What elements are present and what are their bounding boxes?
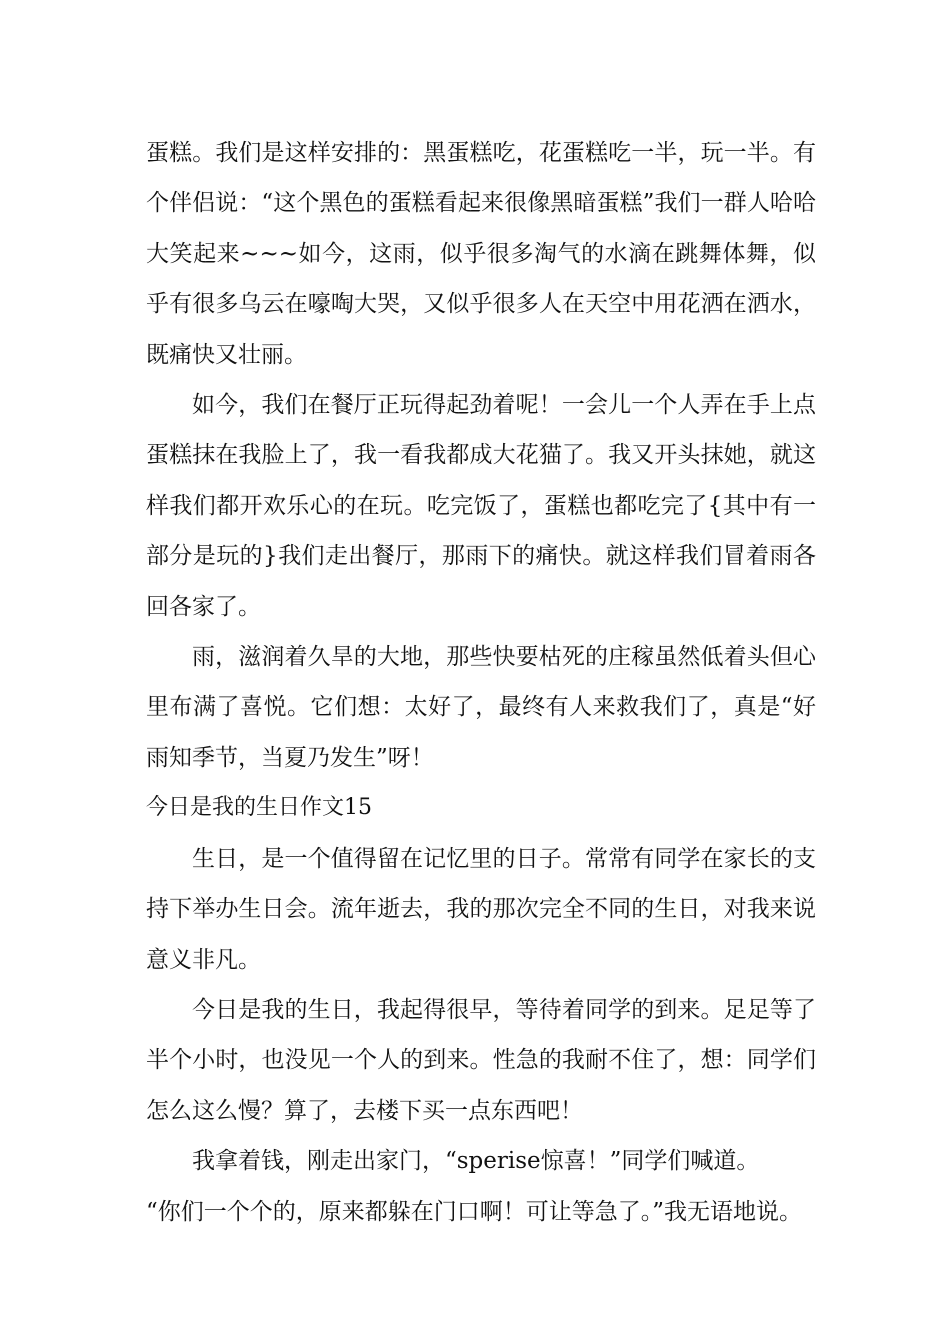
paragraph-rain: 雨，滋润着久旱的大地，那些快要枯死的庄稼虽然低着头但心里布满了喜悦。它们想：太好了，最终有人来救我们了，真是“好雨知季节，当夏乃发生”呀！	[146, 644, 816, 771]
paragraph-waiting: 今日是我的生日，我起得很早，等待着同学的到来。足足等了半个小时，也没见一个人的到来。性急的我耐不住了，想：同学们怎么这么慢？算了，去楼下买一点东西吧！	[146, 996, 816, 1124]
paragraph-birthday-intro: 生日，是一个值得留在记忆里的日子。常常有同学在家长的支持下举办生日会。流年逝去，我的那次完全不同的生日，对我来说意义非凡。	[146, 845, 816, 973]
paragraph-surprise: 我拿着钱，刚走出家门，“sperise惊喜！”同学们喊道。	[192, 1148, 760, 1175]
paragraph-restaurant: 如今，我们在餐厅正玩得起劲着呢！一会儿一个人弄在手上点蛋糕抹在我脸上了，我一看我都成大花猫了。我又开头抹她，就这样我们都开欢乐心的在玩。吃完饭了，蛋糕也都吃完了{其中有一部分是玩的}我们走出餐厅，那雨下的痛快。就这样我们冒着雨各回各家了。	[146, 392, 816, 620]
paragraph-dialog: “你们一个个的，原来都躲在门口啊！可让等急了。”我无语地说。	[146, 1198, 803, 1225]
paragraph-cake-continuation: 蛋糕。我们是这样安排的：黑蛋糕吃，花蛋糕吃一半，玩一半。有个伴侣说：“这个黑色的蛋糕看起来很像黑暗蛋糕”我们一群人哈哈大笑起来~~~如今，这雨，似乎很多淘气的水滴在跳舞体舞，似乎有很多乌云在嚎啕大哭，又似乎很多人在天空中用花洒在洒水，既痛快又壮丽。	[146, 140, 816, 368]
essay-heading: 今日是我的生日作文15	[146, 795, 372, 821]
document-body	[146, 128, 816, 1237]
